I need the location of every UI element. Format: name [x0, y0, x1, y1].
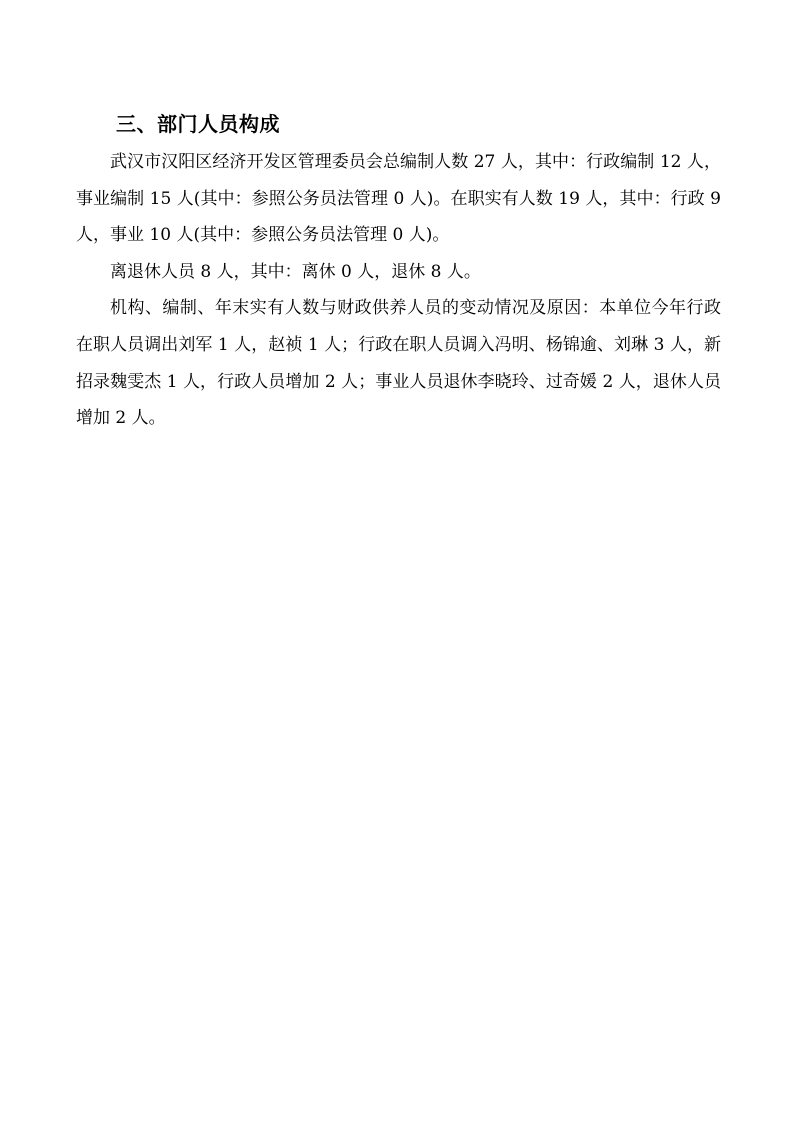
paragraph-staffing: 武汉市汉阳区经济开发区管理委员会总编制人数 27 人，其中：行政编制 12 人，事业编制 15 人(其中：参照公务员法管理 0 人)。在职实有人数 19 人，其中：行政 9 人，事业 10 人(其中：参照公务员法管理 0 人)。	[76, 152, 721, 246]
paragraph-retirees: 离退休人员 8 人，其中：离休 0 人，退休 8 人。	[110, 261, 481, 282]
section-heading: 三、部门人员构成	[116, 112, 280, 136]
body-text	[76, 144, 721, 437]
paragraph-changes: 机构、编制、年末实有人数与财政供养人员的变动情况及原因：本单位今年行政在职人员调出刘军 1 人，赵祯 1 人；行政在职人员调入冯明、杨锦逾、刘琳 3 人，新招录魏雯杰 1 人，行政人员增加 2 人；事业人员退休李晓玲、过奇媛 2 人，退休人员增加 2 人。	[76, 298, 721, 429]
